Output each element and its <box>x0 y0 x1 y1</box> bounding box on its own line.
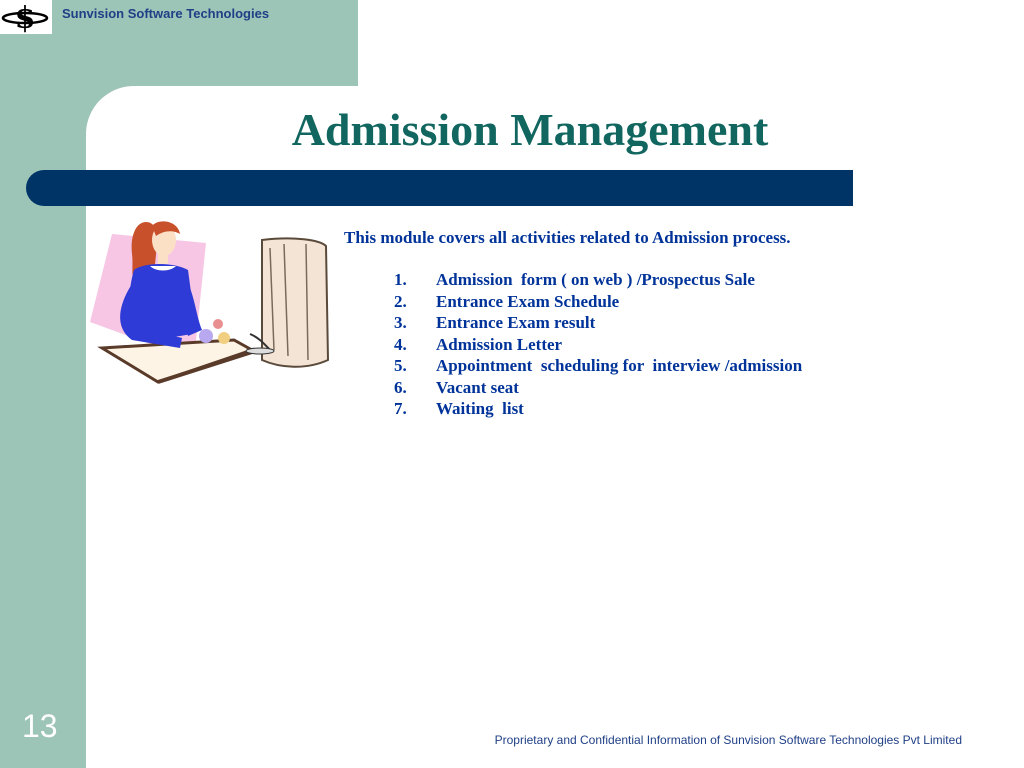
list-item <box>394 377 802 399</box>
list-number: 5. <box>394 356 407 375</box>
list-item <box>394 269 802 291</box>
list-text: Entrance Exam Schedule <box>436 291 620 311</box>
list-item <box>394 291 802 313</box>
list-text: Admission Letter <box>436 334 563 354</box>
slide-title: Admission Management <box>291 104 769 155</box>
list-number: 4. <box>394 334 407 354</box>
company-name: Sunvision Software Technologies <box>62 6 270 21</box>
list-item <box>394 312 802 334</box>
list-item <box>394 334 802 356</box>
list-item <box>394 355 802 377</box>
list-text: Waiting list <box>436 399 524 418</box>
woman-at-computer-icon <box>84 210 329 390</box>
list-number: 7. <box>394 399 407 418</box>
list-text: Vacant seat <box>436 377 519 397</box>
footer-notice: Proprietary and Confidential Information of Sunvision Software Technologies Pvt Limited <box>494 733 962 747</box>
list-number: 6. <box>394 377 407 397</box>
dollar-globe-logo-icon <box>0 0 52 34</box>
feature-list <box>394 269 802 420</box>
list-number: 1. <box>394 270 407 289</box>
list-text: Admission form ( on web ) /Prospectus Sale <box>436 270 755 289</box>
intro-text: This module covers all activities related to Admission process. <box>344 228 791 247</box>
list-text: Appointment scheduling for interview /admission <box>436 356 803 375</box>
logo <box>0 0 52 34</box>
svg-text:$: $ <box>14 1 36 34</box>
list-number: 3. <box>394 313 407 332</box>
list-number: 2. <box>394 291 407 311</box>
list-text: Entrance Exam result <box>436 313 596 332</box>
title-underline-bar <box>26 170 853 206</box>
list-item <box>394 398 802 420</box>
page-number: 13 <box>22 708 58 744</box>
